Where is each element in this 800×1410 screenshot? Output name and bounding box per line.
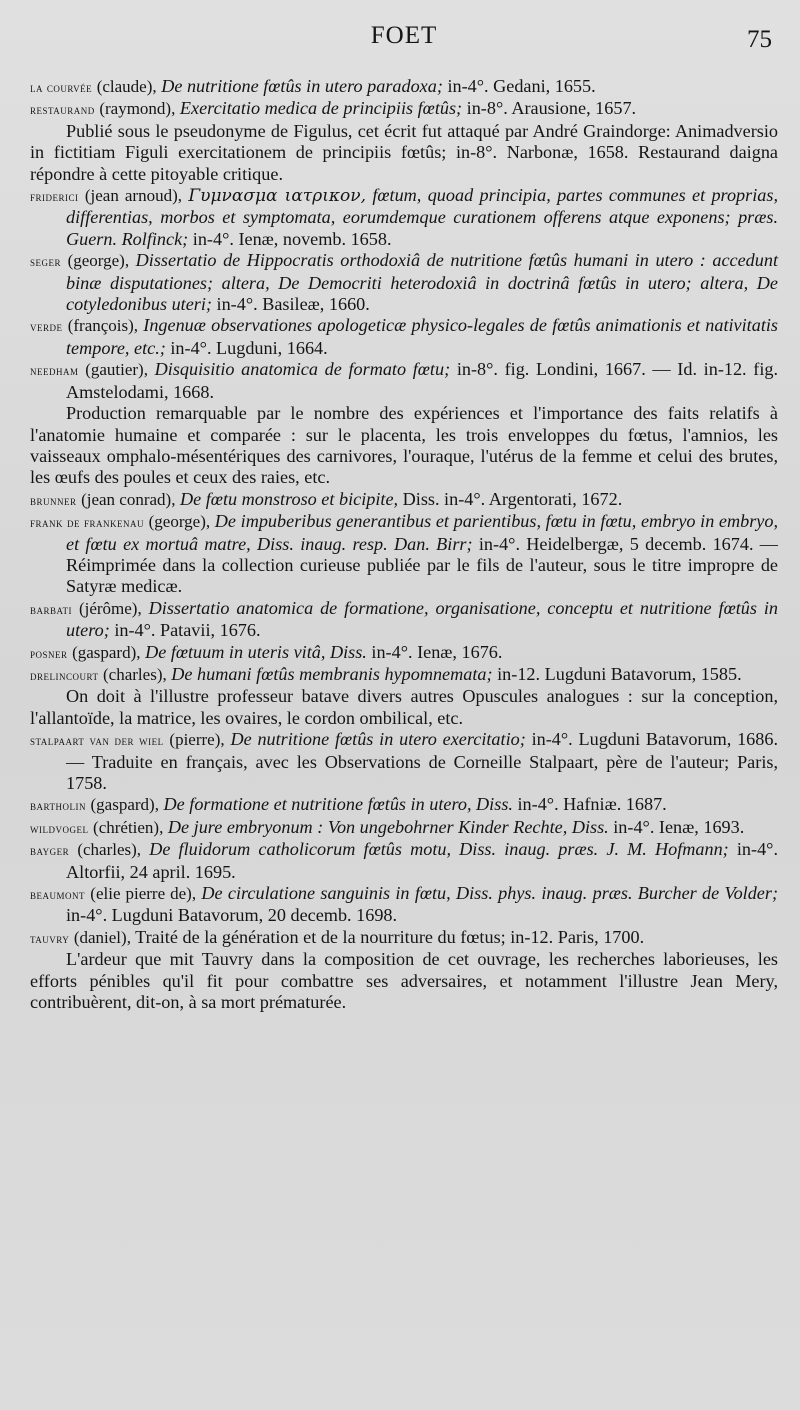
entry-title: De fluidorum catholicorum fœtûs motu, Diss. inaug. præs. J. M. Hofmann; xyxy=(149,839,729,860)
entry-given-name: (jean arnoud), xyxy=(84,186,182,206)
entry-title: Exercitatio medica de principiis fœtûs; xyxy=(179,98,463,119)
entry-given-name: (gautier), xyxy=(85,360,148,380)
entry-given-name: (elie pierre de), xyxy=(90,884,197,904)
entry-author: drelincourt xyxy=(30,667,99,683)
bibliography-entry xyxy=(30,359,778,403)
bibliography-entry xyxy=(30,489,778,511)
entry-given-name: (jérôme), xyxy=(78,598,142,618)
entry-given-name: (charles), xyxy=(77,840,142,860)
page-number: 75 xyxy=(747,26,772,53)
bibliography-entry xyxy=(30,511,778,598)
entry-title: Disquisitio anatomica de formato fœtu; xyxy=(154,359,451,380)
entry-given-name: (claude), xyxy=(96,77,157,96)
entry-title: Traité de la génération et de la nourriture du fœtus; xyxy=(135,926,506,947)
entry-publication: in-4°. Heidelbergæ, 5 decemb. 1674. — Réimprimée dans la collection curieuse publiée par le fils de l'auteur, sous le titre impropre de Satyræ medicæ. xyxy=(66,533,778,597)
bibliography-entry xyxy=(30,927,778,949)
entry-publication: in-8°. fig. Londini, 1667. — Id. in-12. fig. Amstelodami, 1668. xyxy=(66,359,779,402)
entry-author: needham xyxy=(30,363,79,379)
entry-publication: in-12. Paris, 1700. xyxy=(510,926,645,947)
entry-publication: Diss. in-4°. Argentorati, 1672. xyxy=(402,488,623,509)
bibliography-entry xyxy=(30,794,778,816)
entry-given-name: (daniel), xyxy=(73,927,131,947)
running-head: FOET xyxy=(370,22,438,49)
entry-publication: in-4°. Lugduni Batavorum, 1686. — Traduite en français, avec les Observations de Corneille Stalpaart, père de l'auteur; Paris, 1758. xyxy=(66,729,778,793)
entry-title: De fœtu monstroso et bicipite, xyxy=(180,488,399,509)
bibliography-entry xyxy=(30,250,778,315)
entry-title: De formatione et nutritione fœtûs in utero, Diss. xyxy=(163,794,513,815)
bibliography-entries xyxy=(30,76,778,1013)
entry-note: On doit à l'illustre professeur batave divers autres Opuscules analogues : sur la conception, l'allantoïde, la matrice, les ovaires, le cordon ombilical, etc. xyxy=(30,686,778,728)
entry-publication: in-4°. Altorfii, 24 april. 1695. xyxy=(66,839,778,882)
entry-title: De jure embryonum : Von ungebohrner Kinder Rechte, Diss. xyxy=(167,816,609,837)
entry-author: wildvogel xyxy=(30,820,89,836)
entry-publication: in-8°. Arausione, 1657. xyxy=(466,98,637,119)
entry-title: De impuberibus generantibus et parientibus, fœtu in fœtu, embryo in embryo, et fœtu ex mortuâ matre, Diss. inaug. resp. Dan. Birr; xyxy=(66,511,779,554)
entry-author: beaumont xyxy=(30,887,85,903)
bibliography-entry xyxy=(30,839,778,883)
entry-author: verde xyxy=(30,319,63,335)
entry-publication: in-4°. Hafniæ. 1687. xyxy=(517,794,667,815)
entry-author: bayger xyxy=(30,843,70,859)
entry-publication: in-12. Lugduni Batavorum, 1585. xyxy=(497,663,742,684)
bibliography-entry xyxy=(30,185,778,250)
bibliography-entry xyxy=(30,729,778,794)
bibliography-entry xyxy=(30,98,778,120)
bibliography-entry xyxy=(30,664,778,686)
entry-given-name: (charles), xyxy=(103,664,167,684)
entry-author: friderici xyxy=(30,189,79,205)
entry-publication: in-4°. Basileæ, 1660. xyxy=(216,294,370,315)
entry-publication: in-4°. Ienæ, 1693. xyxy=(613,816,745,837)
entry-given-name: (gaspard), xyxy=(90,795,159,815)
entry-title: Ingenuæ observationes apologeticæ physico-legales de fœtûs animationis et nativitatis tempore, etc.; xyxy=(66,315,779,358)
entry-title: De nutritione fœtûs in utero exercitatio; xyxy=(230,729,526,750)
entry-publication: in-4°. Patavii, 1676. xyxy=(114,620,261,641)
entry-given-name: (françois), xyxy=(67,316,139,336)
entry-publication: in-4°. Lugduni Batavorum, 20 decemb. 1698. xyxy=(66,905,398,926)
entry-author: la courvée xyxy=(30,80,93,95)
entry-greek-title: Γυμνασμα ιατρικον, xyxy=(188,186,366,207)
entry-publication: in-4°. Gedani, 1655. xyxy=(447,76,596,96)
entry-author: restaurand xyxy=(30,102,95,118)
entry-given-name: (chrétien), xyxy=(93,817,164,837)
entry-note: Production remarquable par le nombre des expériences et l'importance des faits relatifs à l'anatomie humaine et comparée : sur le placenta, les trois enveloppes du fœtus, l'amnios, les vaisseaux omphalo-mésentériques des carnivores, l'ouraque, l'utérus de la femme et celui des brutes, les œufs des poules et ceux des raies, etc. xyxy=(30,403,778,488)
entry-author: seger xyxy=(30,254,62,270)
entry-note: L'ardeur que mit Tauvry dans la composition de cet ouvrage, les recherches laborieuses, les efforts pénibles qu'il fit pour combattre ses adversaires, et notamment l'illustre Jean Mery, contribuèrent, dit-on, à sa mort prématurée. xyxy=(30,949,778,1013)
entry-publication: in-4°. Ienæ, novemb. 1658. xyxy=(192,228,392,249)
entry-author: stalpaart van der wiel xyxy=(30,733,164,749)
entry-title: De nutritione fœtûs in utero paradoxa; xyxy=(161,76,443,96)
entry-author: tauvry xyxy=(30,930,70,946)
entry-title: Dissertatio anatomica de formatione, organisatione, conceptu et nutritione fœtûs in utero; xyxy=(66,597,779,641)
entry-title: De humani fœtûs membranis hypomnemata; xyxy=(171,663,493,684)
entry-author: bartholin xyxy=(30,798,86,814)
entry-author: frank de frankenau xyxy=(30,515,144,531)
entry-given-name: (george), xyxy=(67,251,130,271)
bibliography-entry xyxy=(30,883,778,927)
bibliography-entry xyxy=(30,315,778,359)
entry-given-name: (george), xyxy=(148,512,211,532)
entry-note: Publié sous le pseudonyme de Figulus, cet écrit fut attaqué par André Graindorge: Animadversio in fictitiam Figuli exercitationem de principiis fœtûs; in-8°. Narbonæ, 1658. Restaurand daigna répondre à cette pitoyable critique. xyxy=(30,120,778,184)
entry-title: De fœtuum in uteris vitâ, Diss. xyxy=(145,641,367,662)
entry-title: De circulatione sanguinis in fœtu, Diss. phys. inaug. præs. Burcher de Volder; xyxy=(201,883,779,904)
entry-publication: in-4°. Ienæ, 1676. xyxy=(371,641,503,662)
entry-title: Dissertatio de Hippocratis orthodoxiâ de nutritione fœtûs humani in utero : accedunt binæ disputationes; altera, De Democriti heterodoxiâ in doctrinâ fœtûs in utero; altera, De cotyledonibus uteri; xyxy=(66,250,778,315)
entry-given-name: (gaspard), xyxy=(72,642,141,662)
bibliography-entry xyxy=(30,76,778,98)
bibliography-entry xyxy=(30,642,778,664)
entry-given-name: (pierre), xyxy=(169,730,225,750)
bibliography-entry xyxy=(30,817,778,839)
entry-given-name: (raymond), xyxy=(99,99,176,119)
page-header xyxy=(30,22,778,66)
entry-author: brunner xyxy=(30,492,77,508)
entry-publication: in-4°. Lugduni, 1664. xyxy=(170,337,328,358)
entry-given-name: (jean conrad), xyxy=(81,489,176,509)
bibliography-entry xyxy=(30,598,778,642)
entry-author: posner xyxy=(30,645,68,661)
entry-title: fœtum, quoad principia, partes communes et proprias, differentias, morbos et symptomata, eorumdemque curationem offerens atque exponens; præs. Guern. Rolfinck; xyxy=(66,185,778,249)
entry-author: barbati xyxy=(30,601,73,617)
